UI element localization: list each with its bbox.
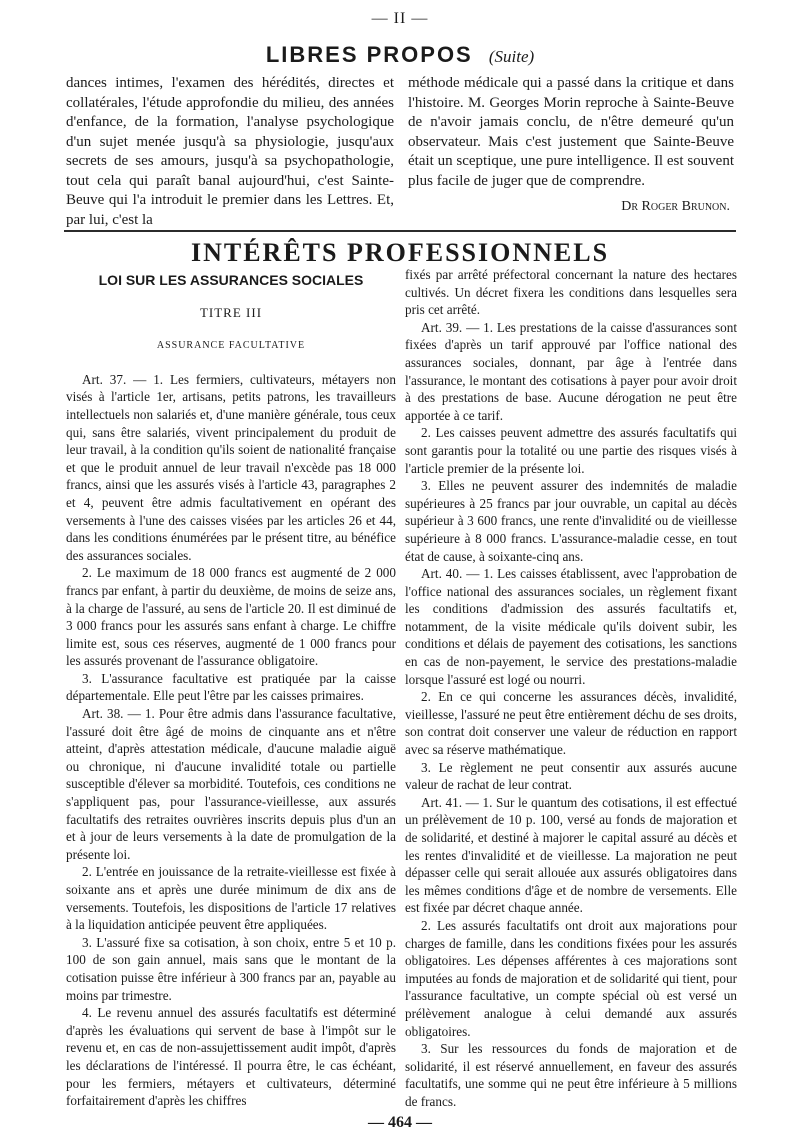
paragraph-art-37-2: 2. Le maximum de 18 000 francs est augmenté de 2 000 francs par enfant, à partir du deuxième, de moins de seize ans, à la charge de l'assuré, au sens de l'article 20. Il est diminué de 3 000 francs pour les assurés sans enfant à charge. Le chiffre limite est, sous ces réserves, augmenté de 1 000 francs pour les assurés provenant de l'assurance obligatoire. (66, 565, 396, 669)
paragraph-art-41-1: Art. 41. — 1. Sur le quantum des cotisations, il est effectué un prélèvement de 10 p. 100, versé au fonds de majoration et de solidarité, et destiné à majorer le capital assuré au décès et les rentes d'invalidité et de vieillesse. La majoration ne peut dépasser celle qui serait allouée aux assurés obligatoires dans les mêmes conditions d'âge et de nombre de versements. Elle est fixée par décret chaque année. (405, 794, 737, 916)
libres-propos-right-text: méthode médicale qui a passé dans la critique et dans l'histoire. M. Georges Morin reproche à Sainte-Beuve de n'avoir jamais conclu, de n'être demeuré qu'un observateur. Mais c'est justement que Sainte-Beuve était un sceptique, une pure intelligence. Il est souvent plus facile de juger que de comprendre. (408, 75, 734, 189)
titre-heading: TITRE III (199, 304, 263, 320)
libres-propos-title (0, 42, 800, 68)
author-signature: Dr Roger Brunon. (621, 199, 730, 214)
paragraph-art-37-1: Art. 37. — 1. Les fermiers, cultivateurs, métayers non visés à l'article 1er, artisans, petits patrons, les travailleurs intellectuels non salariés et, d'une manière générale, tous ceux qui, sans être salariés, vivent principalement du produit de leur travail, à la condition qu'ils soient de nationalité française et que le produit annuel de leur travail n'excède pas 18 000 francs, ainsi que les assurés visés à l'article 43, paragraphes 2 et 4, peuvent être admis facultativement en opérant des versements à l'une des caisses visées par les articles 26 et 44, dans les conditions énumérées par le présent titre, au bénéfice des assurances sociales. (66, 371, 396, 563)
paragraph-art-40-3: 3. Le règlement ne peut consentir aux assurés aucune valeur de rachat de leur contrat. (405, 759, 737, 793)
suite-label: (Suite) (488, 47, 535, 66)
paragraph-art-39-3: 3. Elles ne peuvent assurer des indemnités de maladie supérieures à 25 francs par jour ouvrable, un capital au décès supérieur à 3 600 francs, une rente d'invalidité ou de vieillesse supérieure à 8 000 francs. L'assurance-maladie cesse, en tout état de cause, à soixante-cinq ans. (405, 478, 737, 564)
libres-propos-left-column (66, 74, 394, 230)
paragraph-art-37-3: 3. L'assurance facultative est pratiquée par la caisse départementale. Elle peut l'être par les caisses primaires. (66, 670, 396, 704)
paragraph-art-38-1: Art. 38. — 1. Pour être admis dans l'assurance facultative, l'assuré doit être âgé de moins de cinquante ans et n'être atteint, d'après attestation médicale, d'aucune maladie aiguë ou chronique, ni d'aucune invalidité totale ou partielle susceptible d'élever sa morbidité. Toutefois, ces conditions ne s'appliquent pas, pour l'assurance-vieillesse, aux assurés facultatifs des retraites ouvrières inscrits depuis plus d'un an et à jour de leurs versements à la date de promulgation de la présente loi. (66, 706, 396, 862)
libres-propos-left-text: dances intimes, l'examen des hérédités, directes et collatérales, l'étude approfondie du milieu, des années d'enfance, de la formation, l'analyse psychologique d'un sujet menée jusqu'à sa physiologie, jusqu'aux secrets de ses amours, jusqu'à sa psychopathologie, tout cela qui paraît banal aujourd'hui, c'est Sainte-Beuve qui l'a introduit le premier dans les Lettres. Et, par lui, c'est la (66, 75, 394, 228)
loi-title: LOI SUR LES ASSURANCES SOCIALES (98, 272, 364, 288)
paragraph-art-38-3: 3. L'assuré fixe sa cotisation, à son choix, entre 5 et 10 p. 100 de son gain annuel, mais sans que le montant de la cotisation puisse être inférieur à 300 francs par an, payable au moins par trimestre. (66, 934, 396, 1003)
paragraph-art-40-2: 2. En ce qui concerne les assurances décès, invalidité, vieillesse, l'assuré ne peut être entièrement déchu de ses droits, son contrat doit conserver une valeur de réduction en rapport avec sa réserve mathématique. (405, 689, 737, 758)
paragraph-art-40-1: Art. 40. — 1. Les caisses établissent, avec l'approbation de l'office national des assurances sociales, un règlement fixant les conditions d'admission des assurés facultatifs et, notamment, de la visite médicale qu'ils doivent subir, les conditions et délais de payement des cotisations, les sanctions en cas de non-payement, le service des prestations-maladie lorsque l'assuré est logé ou nourri. (405, 566, 737, 687)
assurance-facultative-heading: ASSURANCE FACULTATIVE (156, 340, 306, 352)
interets-left-column (66, 270, 396, 1110)
paragraph-art-39-2: 2. Les caisses peuvent admettre des assurés facultatifs qui sont garantis pour la totalité ou une partie des risques visés à l'article premier de la présente loi. (405, 425, 737, 476)
paragraph-art-38-2: 2. L'entrée en jouissance de la retraite-vieillesse est fixée à soixante ans et après une durée minimum de dix ans de versements. Toutefois, les dispositions de l'article 17 relatives à la liquidation anticipée peuvent être appliquées. (66, 864, 396, 933)
paragraph-art-41-3: 3. Sur les ressources du fonds de majoration et de solidarité, il est réservé annuellement, en faveur des assurés facultatifs, une somme qui ne peut être inférieure à 5 millions de francs. (405, 1041, 737, 1109)
section-divider (64, 230, 736, 232)
libres-propos-title-text: LIBRES PROPOS (265, 42, 473, 67)
paragraph-art-38-4: 4. Le revenu annuel des assurés facultatifs est déterminé d'après les évaluations qui servent de base à l'impôt sur le revenu et, en cas de non-assujettissement audit impôt, d'après les déclarations de l'intéressé. Il pourra être, le cas échéant, pour les fermiers, métayers et cultivateurs, déterminé forfaitairement d'après les chiffres (66, 1005, 396, 1109)
paragraph-art-38-4-cont: fixés par arrêté préfectoral concernant la nature des hectares cultivés. Un décret fixera les conditions dans lesquelles sera pris cet arrêté. (405, 267, 737, 318)
libres-propos-right-column (408, 74, 734, 217)
interets-right-column (405, 266, 737, 1111)
paragraph-art-39-1: Art. 39. — 1. Les prestations de la caisse d'assurances sont fixées d'après un tarif approuvé par l'office national des assurances sociales, donnant, par âge à l'entrée dans l'assurance, le montant des cotisations à payer pour avoir droit à des prestations de base. Aucune dérogation ne peut être apportée à ce tarif. (405, 319, 737, 423)
paragraph-art-41-2: 2. Les assurés facultatifs ont droit aux majorations pour charges de famille, dans les conditions fixées pour les assurés obligatoires. Les dépenses afférentes à ces majorations sont imputées au fonds de majoration et de solidarité qui tient, pour l'assurance facultative, un compte spécial où est versé un prélèvement analogue à celui demandé aux assurés obligatoires. (405, 917, 737, 1039)
page-roman-numeral: — II — (371, 10, 429, 27)
interets-professionnels-title: INTÉRÊTS PROFESSIONNELS (190, 238, 610, 267)
page-number: — 464 — (368, 1114, 432, 1131)
